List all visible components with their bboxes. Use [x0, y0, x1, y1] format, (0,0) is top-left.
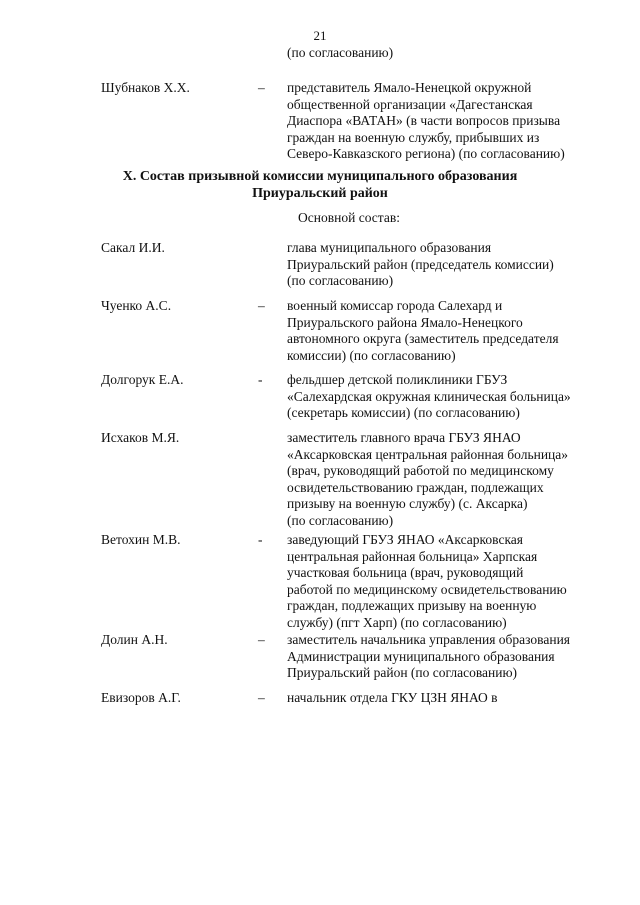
role-line: граждан, подлежащих призыву на военную: [287, 598, 537, 614]
member-name: Чуенко А.С.: [101, 298, 172, 313]
member-name: Ветохин М.В.: [101, 532, 181, 547]
role-line: фельдшер детской поликлиники ГБУЗ: [287, 372, 508, 387]
member-role: [287, 298, 617, 364]
member-name: Шубнаков Х.Х.: [101, 80, 190, 95]
member-role: [287, 80, 617, 163]
role-line: заместитель главного врача ГБУЗ ЯНАО: [287, 430, 521, 445]
role-line: комиссии) (по согласованию): [287, 347, 456, 363]
member-name: Евизоров А.Г.: [101, 690, 181, 705]
section-heading: [0, 168, 640, 202]
member-role: [287, 632, 617, 682]
role-line: (врач, руководящий работой по медицинскому: [287, 463, 554, 479]
role-line: глава муниципального образования: [287, 240, 492, 255]
role-line: военный комиссар города Салехард и: [287, 298, 503, 313]
section-subheading: Основной состав:: [298, 210, 400, 225]
role-line: граждан на военную службу, прибывших из: [287, 129, 540, 145]
role-line: Приуральского района Ямало-Ненецкого: [287, 314, 523, 330]
role-line: работой по медицинскому освидетельствованию: [287, 581, 567, 597]
role-line: центральная районная больница» Харпская: [287, 548, 538, 564]
member-role: [287, 430, 617, 530]
member-name: Долин А.Н.: [101, 632, 168, 647]
role-line: общественной организации «Дагестанская: [287, 96, 533, 112]
dash-separator: -: [258, 532, 263, 547]
dash-separator: –: [258, 690, 265, 705]
dash-separator: –: [258, 80, 265, 95]
role-line: «Салехардская окружная клиническая больница»: [287, 388, 571, 404]
section-heading-line: Приуральский район: [252, 186, 388, 201]
dash-separator: –: [258, 632, 265, 647]
role-line: Приуральский район (председатель комиссии): [287, 256, 554, 272]
role-line: «Аксарковская центральная районная больница»: [287, 446, 569, 462]
role-line: заместитель начальника управления образования: [287, 632, 570, 647]
role-line: службу) (пгт Харп) (по согласованию): [287, 614, 507, 630]
role-line: заведующий ГБУЗ ЯНАО «Аксарковская: [287, 532, 523, 547]
role-line: (по согласованию): [287, 512, 394, 528]
role-line: Приуральский район (по согласованию): [287, 665, 518, 681]
role-line: Администрации муниципального образования: [287, 648, 555, 664]
role-line: автономного округа (заместитель председателя: [287, 331, 559, 347]
member-name: Сакал И.И.: [101, 240, 165, 255]
member-role: [287, 240, 617, 290]
role-line: (секретарь комиссии) (по согласованию): [287, 405, 520, 421]
page-number: 21: [313, 28, 327, 43]
role-line: освидетельствованию граждан, подлежащих: [287, 479, 544, 495]
role-line: Северо-Кавказского региона) (по согласованию): [287, 146, 565, 162]
member-role: [287, 690, 617, 707]
dash-separator: –: [258, 298, 265, 313]
continuation-text: (по согласованию): [287, 45, 394, 60]
role-line: представитель Ямало-Ненецкой окружной: [287, 80, 532, 95]
dash-separator: -: [258, 372, 263, 387]
member-name: Исхаков М.Я.: [101, 430, 180, 445]
role-line: Диаспора «ВАТАН» (в части вопросов призыва: [287, 113, 561, 129]
role-line: (по согласованию): [287, 273, 394, 289]
member-role: [287, 372, 617, 422]
member-role: [287, 532, 617, 632]
member-name: Долгорук Е.А.: [101, 372, 184, 387]
section-heading-line: X. Состав призывной комиссии муниципального образования: [122, 169, 518, 184]
role-line: призыву на военную службу) (с. Аксарка): [287, 496, 528, 512]
role-line: участковая больница (врач, руководящий: [287, 565, 524, 581]
role-line: начальник отдела ГКУ ЦЗН ЯНАО в: [287, 690, 498, 705]
